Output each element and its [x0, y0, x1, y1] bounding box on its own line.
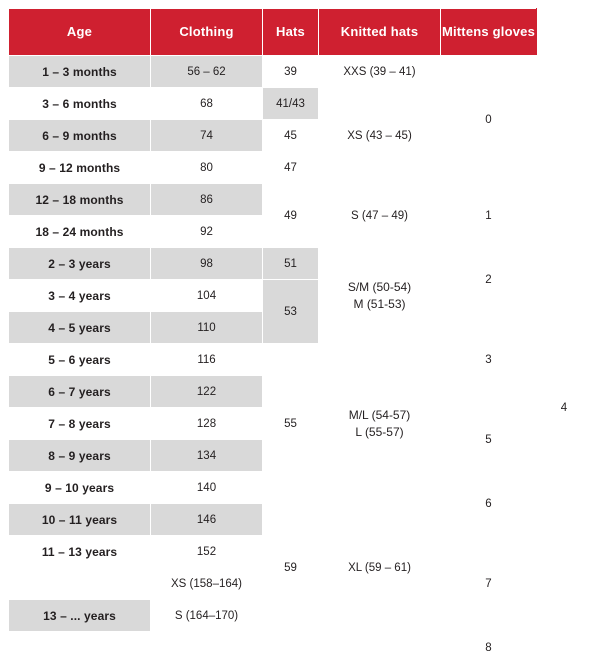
cell-clothing: 74 [151, 120, 263, 152]
cell-mittens-gloves: 1 [441, 184, 537, 248]
cell-mittens-gloves: 6 [441, 472, 537, 536]
table-row [9, 184, 592, 216]
table-row [9, 248, 592, 280]
cell-hats: 51 [263, 248, 319, 280]
cell-clothing-spacer [151, 632, 263, 664]
cell-clothing: 98 [151, 248, 263, 280]
header-row [9, 9, 592, 56]
table-row [9, 632, 592, 664]
cell-age [9, 568, 151, 600]
cell-age: 9 – 12 months [9, 152, 151, 184]
cell-clothing: 80 [151, 152, 263, 184]
cell-hats: 45 [263, 120, 319, 152]
cell-hats: 47 [263, 152, 319, 184]
column-header-clothing: Clothing [151, 9, 263, 56]
cell-age: 7 – 8 years [9, 408, 151, 440]
table-row [9, 56, 592, 88]
cell-mittens-gloves: 4 [537, 376, 592, 440]
cell-age: 6 – 9 months [9, 120, 151, 152]
cell-hats: 53 [263, 280, 319, 344]
cell-clothing: XS (158–164) [151, 568, 263, 600]
cell-clothing: 134 [151, 440, 263, 472]
cell-hats: 59 [263, 504, 319, 632]
cell-age: 12 – 18 months [9, 184, 151, 216]
cell-mittens-gloves: 7 [441, 536, 537, 632]
cell-knitted-hats: XXS (39 – 41) [319, 56, 441, 88]
cell-clothing: 116 [151, 344, 263, 376]
cell-knitted-hats: S (47 – 49) [319, 184, 441, 248]
cell-age: 10 – 11 years [9, 504, 151, 536]
cell-clothing: 122 [151, 376, 263, 408]
cell-mittens-gloves: 8 [441, 632, 537, 664]
cell-hats: 39 [263, 56, 319, 88]
cell-age-spacer [9, 632, 151, 664]
cell-age: 8 – 9 years [9, 440, 151, 472]
table-header [9, 9, 592, 56]
cell-age: 5 – 6 years [9, 344, 151, 376]
cell-knitted-hats [319, 248, 441, 344]
cell-clothing: S (164–170) [151, 600, 263, 632]
knitted-hats-line-1: M/L (54-57) [348, 408, 411, 423]
cell-age: 13 – ... years [9, 600, 151, 632]
cell-clothing: 110 [151, 312, 263, 344]
column-header-mittens-gloves: Mittens gloves [441, 9, 537, 56]
cell-clothing: 56 – 62 [151, 56, 263, 88]
cell-age: 18 – 24 months [9, 216, 151, 248]
column-header-knitted-hats: Knitted hats [319, 9, 441, 56]
size-chart-table [8, 8, 592, 664]
knitted-hats-line-1: S/M (50-54) [347, 280, 412, 295]
cell-age: 9 – 10 years [9, 472, 151, 504]
cell-age: 11 – 13 years [9, 536, 151, 568]
cell-hats: 41/43 [263, 88, 319, 120]
cell-knitted-hats-spacer [319, 632, 441, 664]
cell-knitted-hats [319, 344, 441, 504]
cell-hats-spacer [263, 632, 319, 664]
cell-clothing: 128 [151, 408, 263, 440]
cell-mittens-gloves: 2 [441, 248, 537, 312]
cell-clothing: 152 [151, 536, 263, 568]
cell-mittens-gloves: 0 [441, 56, 537, 184]
cell-age: 3 – 6 months [9, 88, 151, 120]
cell-knitted-hats: XS (43 – 45) [319, 88, 441, 184]
cell-clothing: 68 [151, 88, 263, 120]
knitted-hats-line-2: M (51-53) [353, 296, 406, 311]
cell-hats: 55 [263, 344, 319, 504]
knitted-hats-line-2: L (55-57) [355, 424, 404, 439]
column-header-age: Age [9, 9, 151, 56]
cell-mittens-gloves: 5 [441, 408, 537, 472]
cell-clothing: 140 [151, 472, 263, 504]
column-header-hats: Hats [263, 9, 319, 56]
cell-clothing: 146 [151, 504, 263, 536]
cell-knitted-hats: XL (59 – 61) [319, 504, 441, 632]
cell-clothing: 86 [151, 184, 263, 216]
table-body [9, 56, 592, 664]
cell-clothing: 104 [151, 280, 263, 312]
cell-age: 3 – 4 years [9, 280, 151, 312]
cell-age: 1 – 3 months [9, 56, 151, 88]
cell-clothing: 92 [151, 216, 263, 248]
cell-age: 4 – 5 years [9, 312, 151, 344]
cell-age: 6 – 7 years [9, 376, 151, 408]
cell-mittens-gloves: 3 [441, 312, 537, 408]
cell-age: 2 – 3 years [9, 248, 151, 280]
cell-hats: 49 [263, 184, 319, 248]
